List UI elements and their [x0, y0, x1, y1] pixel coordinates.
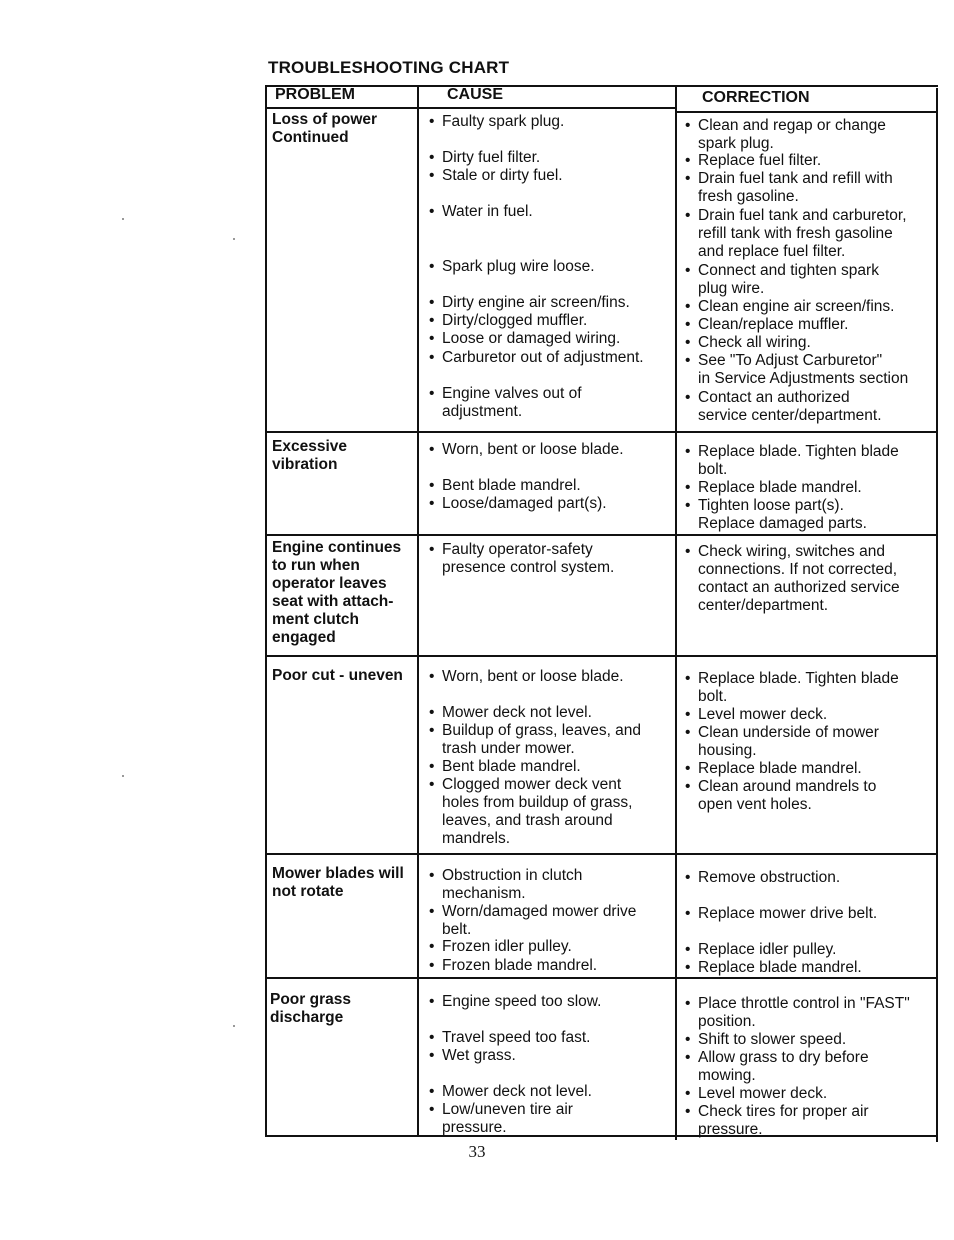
cause-item: • Mower deck not level. [429, 1083, 592, 1101]
correction-item: • Replace mower drive belt. [685, 905, 877, 923]
problem-label: Poor cut - uneven [272, 667, 403, 684]
correction-item: • Replace fuel filter. [685, 152, 821, 170]
cause-item: • Engine valves out of adjustment. [429, 385, 582, 421]
table-border-left [265, 85, 267, 1137]
cause-item: • Faulty operator-safety presence control system. [429, 541, 614, 577]
correction-item: • Check tires for proper air pressure. [685, 1103, 869, 1139]
cause-item: • Dirty/clogged muffler. [429, 312, 587, 330]
cause-item: • Stale or dirty fuel. [429, 167, 563, 185]
problem-label: Loss of power Continued [272, 111, 378, 146]
cause-item: • Bent blade mandrel. [429, 477, 581, 495]
column-divider-2 [675, 85, 677, 1140]
cause-item: • Frozen idler pulley. [429, 938, 572, 956]
cause-item: • Dirty engine air screen/fins. [429, 294, 630, 312]
row-divider [265, 655, 938, 657]
cause-item: • Water in fuel. [429, 203, 533, 221]
correction-item: • Check all wiring. [685, 334, 811, 352]
correction-item: • Drain fuel tank and refill with fresh gasoline. [685, 170, 893, 206]
cause-item: • Obstruction in clutch mechanism. [429, 867, 582, 903]
correction-item: • Clean underside of mower housing. [685, 724, 879, 760]
cause-item: • Worn/damaged mower drive belt. [429, 903, 636, 939]
row-divider [265, 853, 938, 855]
cause-item: • Travel speed too fast. [429, 1029, 590, 1047]
cause-item: • Low/uneven tire air pressure. [429, 1101, 573, 1137]
scan-speck [233, 1025, 235, 1027]
correction-item: • Replace blade. Tighten blade bolt. [685, 443, 899, 479]
column-divider-1 [417, 85, 419, 1137]
page-number: 33 [468, 1142, 486, 1161]
cause-item: • Clogged mower deck vent holes from buildup of grass, leaves, and trash around mandrels. [429, 776, 632, 848]
row-divider [265, 977, 938, 979]
scan-speck [122, 218, 124, 220]
table-border-right [936, 88, 938, 1142]
cause-item: • Buildup of grass, leaves, and trash under mower. [429, 722, 641, 758]
correction-item: • Connect and tighten spark plug wire. [685, 262, 879, 298]
row-divider [265, 431, 938, 433]
correction-item: • Remove obstruction. [685, 869, 840, 887]
problem-label: Engine continues to run when operator leaves seat with attach- ment clutch engaged [272, 539, 402, 646]
cause-item: • Engine speed too slow. [429, 993, 601, 1011]
correction-item: • Level mower deck. [685, 1085, 827, 1103]
problem-label: Mower blades will not rotate [272, 865, 404, 900]
problem-label: Excessive vibration [272, 438, 347, 473]
correction-item: • Level mower deck. [685, 706, 827, 724]
correction-item: • Replace blade mandrel. [685, 479, 862, 497]
cause-item: • Worn, bent or loose blade. [429, 441, 624, 459]
problem-label: Poor grass discharge [270, 991, 351, 1026]
cause-item: • Dirty fuel filter. [429, 149, 540, 167]
correction-item: • Allow grass to dry before mowing. [685, 1049, 869, 1085]
header-correction: CORRECTION [702, 89, 810, 106]
scan-speck [233, 238, 235, 240]
cause-item: • Mower deck not level. [429, 704, 592, 722]
cause-item: • Wet grass. [429, 1047, 516, 1065]
cause-item: • Frozen blade mandrel. [429, 957, 597, 975]
correction-item: • Shift to slower speed. [685, 1031, 846, 1049]
cause-item: • Bent blade mandrel. [429, 758, 581, 776]
page-title: TROUBLESHOOTING CHART [268, 58, 510, 77]
header-divider-correction [675, 111, 938, 113]
cause-item: • Loose or damaged wiring. [429, 330, 620, 348]
correction-item: • Clean/replace muffler. [685, 316, 849, 334]
correction-item: • Clean engine air screen/fins. [685, 298, 894, 316]
header-problem: PROBLEM [275, 86, 355, 103]
cause-item: • Worn, bent or loose blade. [429, 668, 624, 686]
header-divider-cause [419, 107, 676, 109]
header-divider-problem [265, 107, 419, 109]
cause-item: • Faulty spark plug. [429, 113, 564, 131]
correction-item: • Contact an authorized service center/department. [685, 389, 882, 425]
correction-item: • See "To Adjust Carburetor" in Service Adjustments section [685, 352, 908, 388]
cause-item: • Loose/damaged part(s). [429, 495, 607, 513]
correction-item: • Clean around mandrels to open vent holes. [685, 778, 876, 814]
correction-item: • Tighten loose part(s). Replace damaged parts. [685, 497, 867, 533]
correction-item: • Replace blade mandrel. [685, 959, 862, 977]
row-divider [265, 534, 938, 536]
troubleshooting-table [265, 85, 939, 1140]
correction-item: • Check wiring, switches and connections. If not corrected, contact an authorized service center/department. [685, 543, 900, 615]
correction-item: • Place throttle control in "FAST" position. [685, 995, 910, 1031]
correction-item: • Replace blade. Tighten blade bolt. [685, 670, 899, 706]
cause-item: • Carburetor out of adjustment. [429, 349, 644, 367]
correction-item: • Replace blade mandrel. [685, 760, 862, 778]
scan-speck [122, 775, 124, 777]
correction-item: • Replace idler pulley. [685, 941, 836, 959]
header-cause: CAUSE [447, 86, 504, 103]
correction-item: • Drain fuel tank and carburetor, refill tank with fresh gasoline and replace fuel filter. [685, 207, 907, 261]
correction-item: • Clean and regap or change spark plug. [685, 117, 886, 153]
cause-item: • Spark plug wire loose. [429, 258, 595, 276]
table-border-top [265, 85, 938, 87]
